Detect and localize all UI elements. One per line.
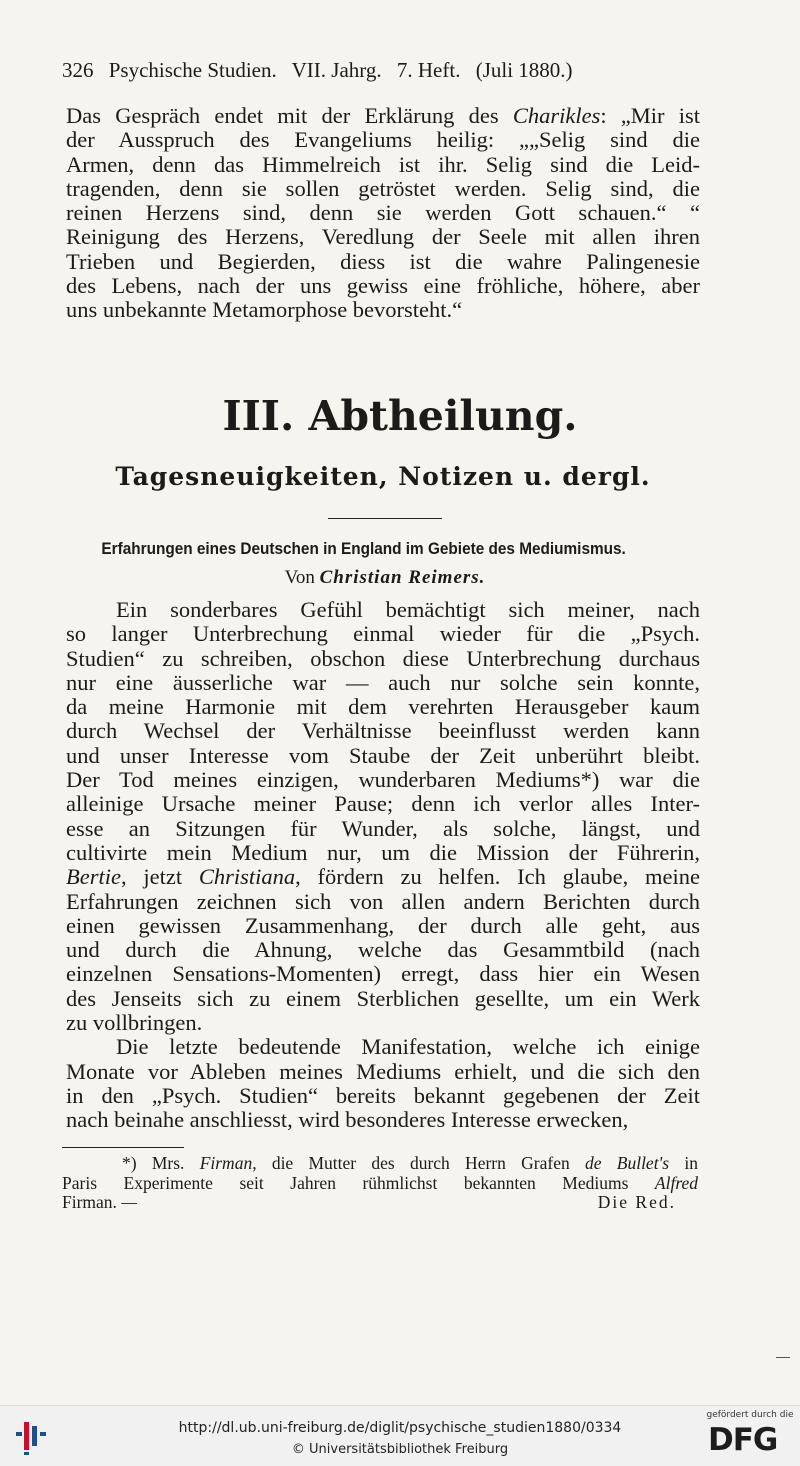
text-line <box>66 1084 700 1108</box>
permalink-link[interactable]: http://dl.ub.uni-freiburg.de/diglit/psychische_studien1880/0334 <box>178 1420 622 1436</box>
copyright-notice: © Universitätsbibliothek Freiburg <box>291 1442 509 1457</box>
text-segment: Trieben und Begierden, diess ist die wahre Palingenesie <box>66 248 700 274</box>
text-segment: zu vollbringen. <box>66 1010 203 1036</box>
italic-text: de Bullet's <box>584 1153 670 1173</box>
text-line <box>66 841 700 865</box>
journal-title: Psychische Studien. <box>108 58 277 82</box>
text-line <box>66 298 700 322</box>
text-segment: so langer Unterbrechung einmal wieder für die „Psych. <box>66 621 700 647</box>
text-segment: tragenden, denn sie sollen getröstet werden. Selig sind, die <box>66 175 700 201</box>
text-segment: des Jenseits sich zu einem Sterblichen gesellte, um ein Werk <box>66 985 700 1011</box>
text-segment: Reinigung des Herzens, Veredlung der Seele mit allen ihren <box>66 224 700 250</box>
dfg-tagline: gefördert durch die <box>706 1410 794 1420</box>
issue: 7. Heft. <box>396 58 461 82</box>
section-divider <box>328 518 442 519</box>
text-line <box>66 177 700 201</box>
text-segment: : „Mir ist <box>600 103 700 128</box>
text-segment: cultivirte mein Medium nur, um die Mission der Führerin, <box>66 839 700 865</box>
text-segment: Paris Experimente seit Jahren rühmlichst bekannten Mediums <box>62 1172 655 1193</box>
text-line <box>66 647 700 671</box>
footnote-line-text <box>62 1192 137 1212</box>
text-segment: des Lebens, nach der uns gewiss eine fröhliche, höhere, aber <box>66 273 700 299</box>
text-segment: Armen, denn das Himmelreich ist ihr. Selig sind die Leid- <box>66 151 700 177</box>
text-line <box>66 962 700 986</box>
text-line <box>66 622 700 646</box>
text-segment: in <box>669 1153 698 1173</box>
italic-text: Firman, <box>199 1153 257 1173</box>
text-line <box>66 1060 700 1084</box>
text-segment: nur eine äusserliche war — auch nur solche sein konnte, <box>66 669 700 695</box>
text-segment: Der Tod meines einzigen, wunderbaren Mediums*) war die <box>66 767 700 793</box>
text-line <box>66 250 700 274</box>
text-segment: und durch die Ahnung, welche das Gesammtbild (nach <box>66 937 700 963</box>
text-segment: da meine Harmonie mit dem verehrten Herausgeber kaum <box>66 694 700 720</box>
article-title: Erfahrungen eines Deutschen in England im Gebiete des Mediumismus. <box>101 540 626 558</box>
text-line <box>66 225 700 249</box>
text-segment: in den „Psych. Studien“ bereits bekannt gegebenen der Zeit <box>66 1082 700 1108</box>
text-line <box>66 153 700 177</box>
italic-text: Alfred <box>654 1172 698 1193</box>
text-segment: Studien“ zu schreiben, obschon diese Unterbrechung durchaus <box>66 645 700 671</box>
text-line <box>66 1035 700 1059</box>
text-segment: Firman. <box>62 1192 117 1212</box>
text-segment: , jetzt <box>120 864 199 890</box>
text-line <box>66 671 700 695</box>
volume: VII. Jahrg. <box>291 58 382 82</box>
text-segment: Ein sonderbares Gefühl bemächtigt sich meiner, nach <box>116 597 700 622</box>
text-line <box>66 744 700 768</box>
text-segment: Die letzte bedeutende Manifestation, welche ich einige <box>116 1034 700 1060</box>
text-line <box>66 128 700 152</box>
text-segment: Monate vor Ableben meines Mediums erhielt, und die sich den <box>66 1058 700 1084</box>
text-segment: durch Wechsel der Verhältnisse beeinflusst werden kann <box>66 718 700 744</box>
text-line <box>66 768 700 792</box>
text-line <box>66 792 700 816</box>
dfg-logo-icon: DFG <box>708 1422 778 1458</box>
text-segment: Das Gespräch endet mit der Erklärung des <box>66 103 513 128</box>
text-line <box>66 274 700 298</box>
italic-text: Christiana <box>198 864 296 890</box>
text-segment: Erfahrungen zeichnen sich von allen andern Berichten durch <box>66 888 700 914</box>
text-line <box>66 817 700 841</box>
italic-text: Charikles <box>512 103 601 128</box>
text-line <box>66 1108 700 1132</box>
scan-mark <box>776 1357 790 1358</box>
dfg-logo <box>706 1410 794 1462</box>
article-byline <box>0 567 770 589</box>
text-line <box>66 104 700 128</box>
text-segment: , fördern zu helfen. Ich glaube, meine <box>295 864 700 890</box>
italic-text: Bertie <box>66 864 121 890</box>
footnote-divider <box>62 1147 184 1148</box>
text-line <box>66 987 700 1011</box>
intro-paragraph <box>66 104 700 323</box>
footnote-line <box>62 1154 698 1174</box>
text-segment: reinen Herzens sind, denn sie werden Gott schauen.“ “ <box>66 200 700 226</box>
issue-date: (Juli 1880.) <box>475 58 573 82</box>
page-number: 326 <box>62 58 94 82</box>
running-header <box>62 58 702 83</box>
text-line <box>66 719 700 743</box>
text-segment: *) Mrs. <box>122 1153 200 1173</box>
text-segment: uns unbekannte Metamorphose bevorsteht.“ <box>66 297 463 323</box>
text-line <box>66 865 700 889</box>
footnote-line <box>62 1193 698 1213</box>
text-line <box>66 890 700 914</box>
text-segment: alleinige Ursache meiner Pause; denn ich verlor alles Inter- <box>66 791 700 817</box>
text-segment: die Mutter des durch Herrn Grafen <box>256 1153 585 1173</box>
viewer-footer <box>0 1405 800 1466</box>
italic-text: — <box>116 1192 137 1212</box>
text-segment: der Ausspruch des Evangeliums heilig: „„Selig sind die <box>66 127 700 153</box>
byline-prefix: Von <box>284 567 315 588</box>
article-body <box>66 598 700 1133</box>
footnote-line <box>62 1174 698 1194</box>
editor-signature: Die Red. <box>597 1192 676 1212</box>
text-segment: einen gewissen Zusammenhang, der durch alle geht, aus <box>66 912 700 938</box>
text-line <box>66 201 700 225</box>
text-line <box>66 938 700 962</box>
text-line <box>66 1011 700 1035</box>
text-segment: nach beinahe anschliesst, wird besonderes Interesse erwecken, <box>66 1107 629 1133</box>
text-segment: und unser Interesse vom Staube der Zeit unberührt bleibt. <box>66 742 700 768</box>
footnote <box>62 1154 698 1213</box>
section-heading: III. Abtheilung. <box>222 392 578 440</box>
text-line <box>66 695 700 719</box>
author-name: Christian Reimers. <box>319 567 486 588</box>
text-segment: esse an Sitzungen für Wunder, als solche, längst, und <box>66 815 700 841</box>
text-line <box>66 914 700 938</box>
text-line <box>66 598 700 622</box>
text-segment: einzelnen Sensations-Momenten) erregt, dass hier ein Wesen <box>66 961 700 987</box>
section-subheading: Tagesneuigkeiten, Notizen u. dergl. <box>115 462 651 491</box>
